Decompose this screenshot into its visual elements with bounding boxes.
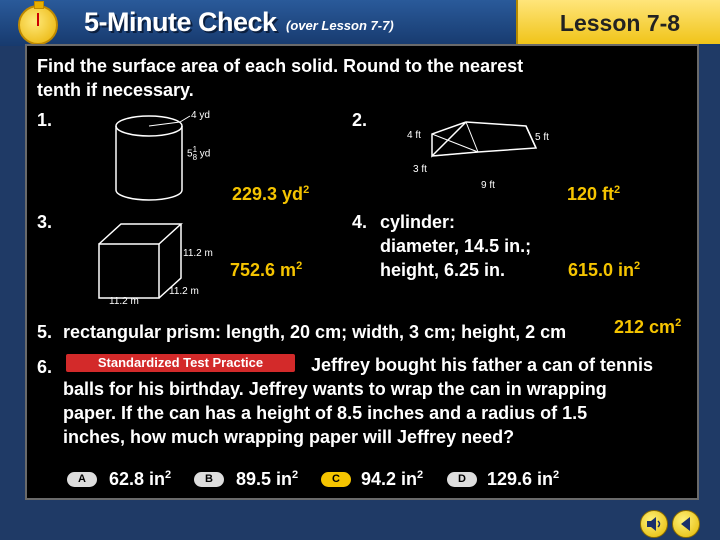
p2-label-b: 5 ft (535, 132, 549, 143)
header-subtitle: (over Lesson 7-7) (286, 18, 394, 33)
problem-4-line-3: height, 6.25 in. (380, 260, 506, 280)
choice-a-badge[interactable]: A (67, 472, 97, 487)
problem-2-number: 2. (352, 110, 368, 130)
problem-5-number: 5. (37, 322, 53, 342)
problem-4-line-1: cylinder: (380, 212, 456, 232)
choice-c-text: 94.2 $in^2$ (361, 469, 424, 489)
problem-1-answer: 229.3 $yd^2$ (232, 184, 310, 204)
standardized-test-badge: Standardized Test Practice (66, 354, 295, 372)
problem-1-number: 1. (37, 110, 53, 130)
problem-6-number: 6. (37, 357, 53, 377)
problem-2-answer: 120 $ft^2$ (567, 184, 621, 204)
problem-5-answer: 212 $cm^2$ (614, 317, 682, 337)
choice-a-text: 62.8 $in^2$ (109, 469, 172, 489)
instructions-line-1: Find the surface area of each solid. Round to the nearest (37, 56, 524, 76)
p1-height-label: 51 8 yd (187, 145, 211, 162)
lesson-tab (516, 0, 720, 44)
problem-4-line-2: diameter, 14.5 in.; (380, 236, 532, 256)
choice-b-badge[interactable]: B (194, 472, 224, 487)
problem-4-number: 4. (352, 212, 368, 232)
triangular-prism-figure (422, 116, 547, 186)
back-arrow-icon (678, 516, 694, 532)
choice-d-text: 129.6 $in^2$ (487, 469, 560, 489)
problem-6-line-2: balls for his birthday. Jeffrey wants to wrap the can in wrapping (63, 379, 607, 399)
stopwatch-icon (18, 5, 58, 45)
problem-3-answer: 752.6 $m^2$ (230, 260, 303, 280)
chalkboard (25, 44, 699, 500)
p3-label-c: 11.2 m (109, 296, 139, 307)
speaker-icon (646, 516, 662, 532)
problem-6-line-1: Jeffrey bought his father a can of tennis (311, 355, 654, 375)
lesson-label: Lesson 7-8 (559, 10, 681, 36)
problem-6-line-3: paper. If the can has a height of 8.5 inches and a radius of 1.5 (63, 403, 588, 423)
problem-6-line-4: inches, how much wrapping paper will Jeffrey need? (63, 427, 515, 447)
p1-radius-label: 4 yd (191, 110, 210, 121)
problem-4-answer: 615.0 $in^2$ (568, 260, 641, 280)
p2-label-c: 3 ft (413, 164, 427, 175)
problem-3-number: 3. (37, 212, 53, 232)
problem-5-text: rectangular prism: length, 20 cm; width, 3 cm; height, 2 cm (63, 322, 567, 342)
choice-d-badge[interactable]: D (447, 472, 477, 487)
audio-button[interactable] (640, 510, 668, 538)
header-title: 5-Minute Check (84, 7, 277, 37)
instructions-line-2: tenth if necessary. (37, 80, 194, 100)
choice-b-text: 89.5 $in^2$ (236, 469, 299, 489)
choice-c-badge[interactable]: C (321, 472, 351, 487)
p2-label-d: 9 ft (481, 180, 495, 191)
p3-label-a: 11.2 m (183, 248, 213, 259)
back-button[interactable] (672, 510, 700, 538)
p3-label-b: 11.2 m (169, 286, 199, 297)
p2-label-a: 4 ft (407, 130, 421, 141)
